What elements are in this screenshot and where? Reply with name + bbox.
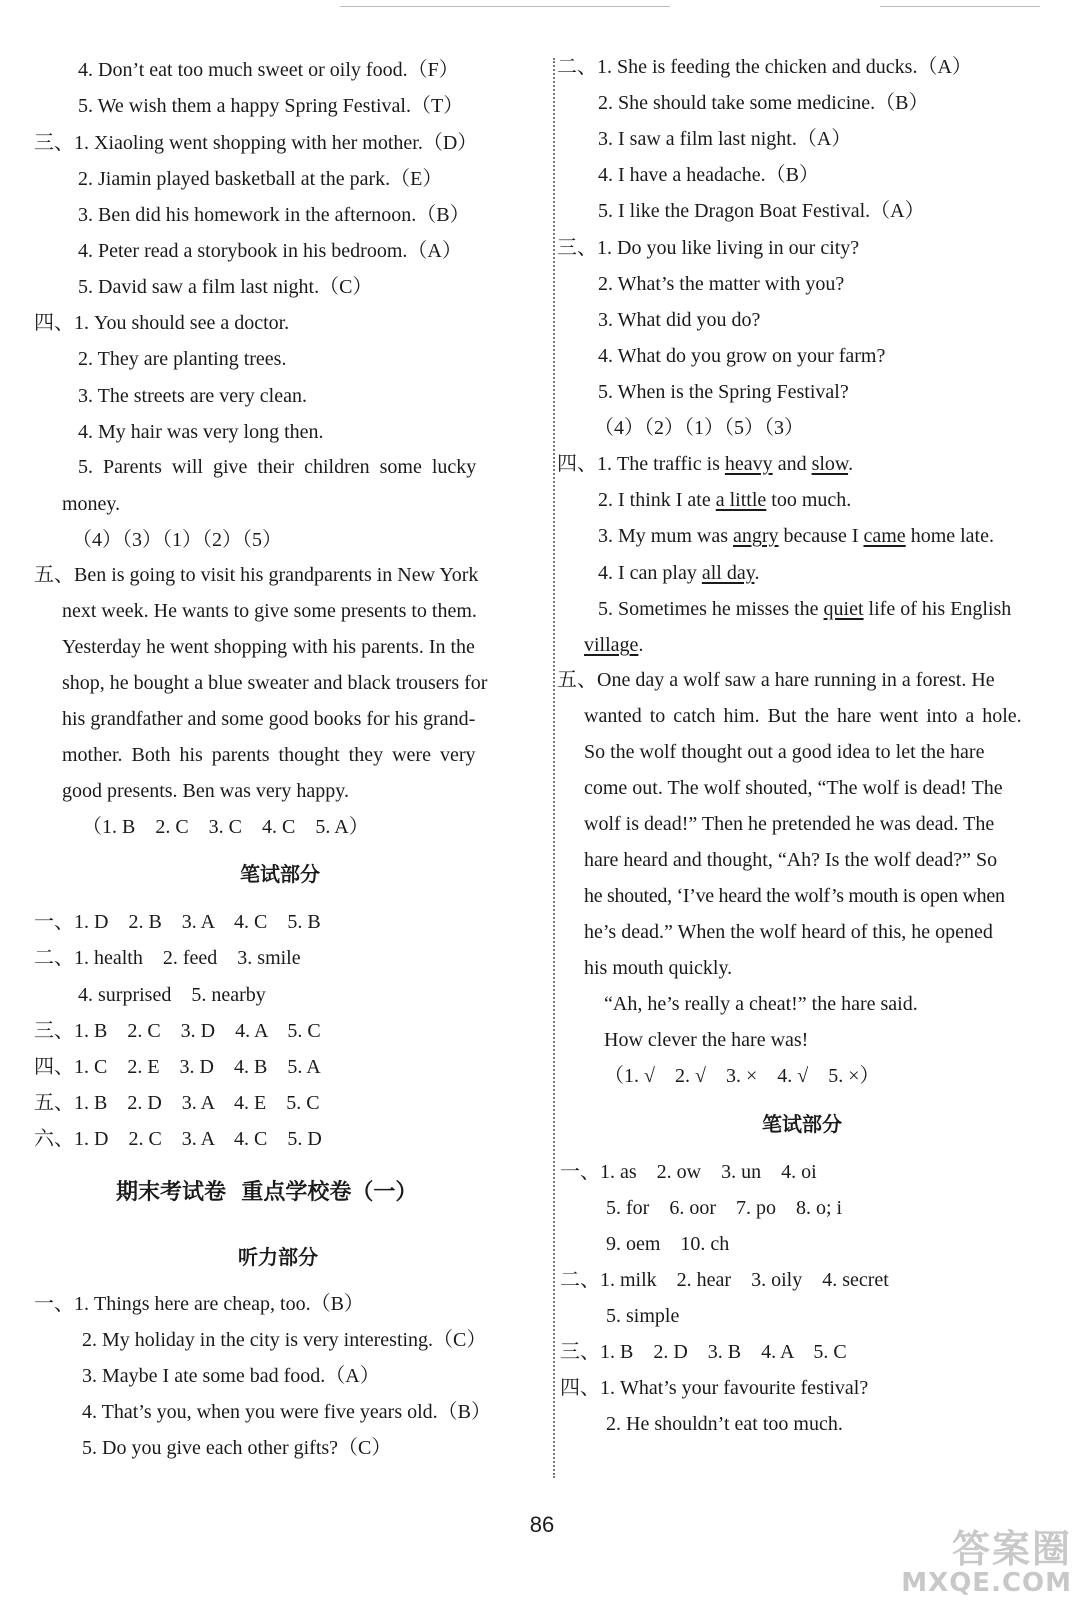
answer-line — [598, 524, 994, 548]
underlined-answer: slow — [811, 453, 849, 475]
answer-line: 5. I like the Dragon Boat Festival.（A） — [598, 200, 925, 222]
line-text: . — [754, 562, 760, 584]
section-line: 五、One day a wolf saw a hare running in a forest. He — [557, 669, 995, 691]
answer-line: 2. She should take some medicine.（B） — [598, 92, 929, 114]
line-text: and — [772, 453, 812, 475]
underlined-answer: a little — [715, 489, 767, 511]
order-line: （4）（2）（1）（5）（3） — [594, 417, 804, 439]
passage-line: shop, he bought a blue sweater and black trousers for — [62, 672, 488, 694]
passage-line: he shouted, ‘I’ve heard the wolf’s mouth is open when — [584, 885, 1005, 907]
answer-line: 2. He shouldn’t eat too much. — [606, 1413, 843, 1435]
answer-line: 六、1. D 2. C 3. A 4. C 5. D — [34, 1128, 322, 1150]
answer-line — [598, 597, 1011, 621]
answer-line: 4. What do you grow on your farm? — [598, 345, 886, 367]
passage-line: next week. He wants to give some presents to them. — [62, 600, 477, 622]
column-divider — [553, 58, 555, 1478]
answer-line: 4. surprised 5. nearby — [78, 984, 266, 1006]
line-text: 3. My mum was — [598, 525, 733, 547]
top-rule-left — [340, 6, 670, 7]
passage-line: hare heard and thought, “Ah? Is the wolf dead?” So — [584, 849, 998, 871]
exam-title: 期末考试卷 重点学校卷（一） — [116, 1180, 418, 1205]
answer-line: 5. When is the Spring Festival? — [598, 381, 849, 403]
section-heading: 笔试部分 — [240, 862, 320, 886]
answer-line: 一、1. as 2. ow 3. un 4. oi — [560, 1161, 817, 1183]
passage-line: wanted to catch him. But the hare went into a hole. — [584, 705, 1022, 727]
underlined-answer: all day — [701, 562, 755, 584]
answer-line: 3. Ben did his homework in the afternoon.（B） — [78, 204, 470, 226]
answer-line: 4. Peter read a storybook in his bedroom.（A） — [78, 240, 462, 262]
answer-line — [598, 561, 759, 585]
passage-line: come out. The wolf shouted, “The wolf is dead! The — [584, 777, 1003, 799]
order-line: （4）（3）（1）（2）（5） — [72, 529, 282, 551]
answer-line: money. — [62, 493, 121, 515]
answer-line: 4. I have a headache.（B） — [598, 164, 820, 186]
underlined-answer: heavy — [724, 453, 773, 475]
answer-line: 9. oem 10. ch — [606, 1233, 730, 1255]
answer-line: 五、1. B 2. D 3. A 4. E 5. C — [34, 1092, 320, 1114]
watermark-logo — [820, 1518, 1080, 1598]
section-line — [557, 452, 853, 476]
answer-line: 2. My holiday in the city is very interesting.（C） — [82, 1329, 487, 1351]
passage-line: his grandfather and some good books for his grand- — [62, 708, 476, 730]
underlined-answer: angry — [733, 525, 779, 547]
answer-line: 3. Maybe I ate some bad food.（A） — [82, 1365, 380, 1387]
section-line: 四、1. What’s your favourite festival? — [560, 1377, 869, 1399]
line-text: . — [848, 453, 854, 475]
passage-line: Yesterday he went shopping with his parents. In the — [62, 636, 475, 658]
answer-line: 二、1. health 2. feed 3. smile — [34, 947, 301, 969]
line-text: 2. I think I ate — [598, 489, 716, 511]
section-line: 一、1. Things here are cheap, too.（B） — [34, 1293, 364, 1315]
passage-line: his mouth quickly. — [584, 957, 733, 979]
answer-line: 3. What did you do? — [598, 309, 761, 331]
passage-line: How clever the hare was! — [604, 1029, 809, 1051]
answer-line: 5. We wish them a happy Spring Festival.（T） — [78, 95, 464, 117]
answer-line: 5. for 6. oor 7. po 8. o; i — [606, 1197, 843, 1219]
line-text: 4. I can play — [598, 562, 702, 584]
answer-line: 2. What’s the matter with you? — [598, 273, 845, 295]
answer-line: 2. Jiamin played basketball at the park.（E） — [78, 168, 443, 190]
passage-line: So the wolf thought out a good idea to let the hare — [584, 741, 985, 763]
page-number: 86 — [529, 1512, 555, 1537]
passage-line: good presents. Ben was very happy. — [62, 780, 349, 802]
watermark-url: MXQE.COM — [901, 1568, 1072, 1598]
answer-line: 4. My hair was very long then. — [78, 421, 324, 443]
section-line: 三、1. Xiaoling went shopping with her mother.（D） — [34, 132, 478, 154]
answer-line: 四、1. C 2. E 3. D 4. B 5. A — [34, 1056, 321, 1078]
answer-line: 2. They are planting trees. — [78, 348, 287, 370]
section-line: 三、1. Do you like living in our city? — [557, 237, 860, 259]
answer-line: （1. B 2. C 3. C 4. C 5. A） — [82, 816, 369, 838]
passage-line: wolf is dead!” Then he pretended he was dead. The — [584, 813, 995, 835]
line-text: too much. — [766, 489, 852, 511]
answer-line: 3. The streets are very clean. — [78, 385, 307, 407]
line-text: home late. — [905, 525, 994, 547]
top-rule-right — [880, 6, 1040, 7]
passage-line: mother. Both his parents thought they were very — [62, 744, 476, 766]
section-heading: 笔试部分 — [762, 1112, 842, 1136]
answer-line: 5. simple — [606, 1305, 680, 1327]
answer-line: （1. √ 2. √ 3. × 4. √ 5. ×） — [604, 1065, 880, 1087]
line-text: because I — [778, 525, 864, 547]
answer-line: 3. I saw a film last night.（A） — [598, 128, 852, 150]
answer-line: 三、1. B 2. D 3. B 4. A 5. C — [560, 1341, 847, 1363]
answer-line: 5. Parents will give their children some lucky — [78, 456, 477, 478]
answer-line: 5. Do you give each other gifts?（C） — [82, 1437, 392, 1459]
watermark-text: 答案圈 — [951, 1527, 1072, 1571]
line-text: life of his English — [863, 598, 1012, 620]
underlined-answer: came — [863, 525, 906, 547]
section-line: 四、1. You should see a doctor. — [34, 312, 290, 334]
answer-line: 三、1. B 2. C 3. D 4. A 5. C — [34, 1020, 321, 1042]
answer-line: 一、1. D 2. B 3. A 4. C 5. B — [34, 911, 321, 933]
answer-line — [584, 633, 643, 657]
answer-line: 5. David saw a film last night.（C） — [78, 276, 373, 298]
section-line: 五、Ben is going to visit his grandparents in New York — [34, 564, 479, 586]
answer-line — [598, 488, 851, 512]
underlined-answer: village — [584, 634, 639, 656]
passage-line: “Ah, he’s really a cheat!” the hare said. — [604, 993, 918, 1015]
section-heading: 听力部分 — [238, 1245, 318, 1269]
line-text: 四、1. The traffic is — [557, 453, 725, 475]
line-text: 5. Sometimes he misses the — [598, 598, 824, 620]
underlined-answer: quiet — [823, 598, 864, 620]
line-text: . — [638, 634, 644, 656]
passage-line: he’s dead.” When the wolf heard of this, he opened — [584, 921, 993, 943]
answer-line: 4. That’s you, when you were five years old.（B） — [82, 1401, 491, 1423]
section-line: 二、1. She is feeding the chicken and ducks.（A） — [557, 56, 972, 78]
answer-line: 二、1. milk 2. hear 3. oily 4. secret — [560, 1269, 889, 1291]
answer-line: 4. Don’t eat too much sweet or oily food.（F） — [78, 59, 459, 81]
